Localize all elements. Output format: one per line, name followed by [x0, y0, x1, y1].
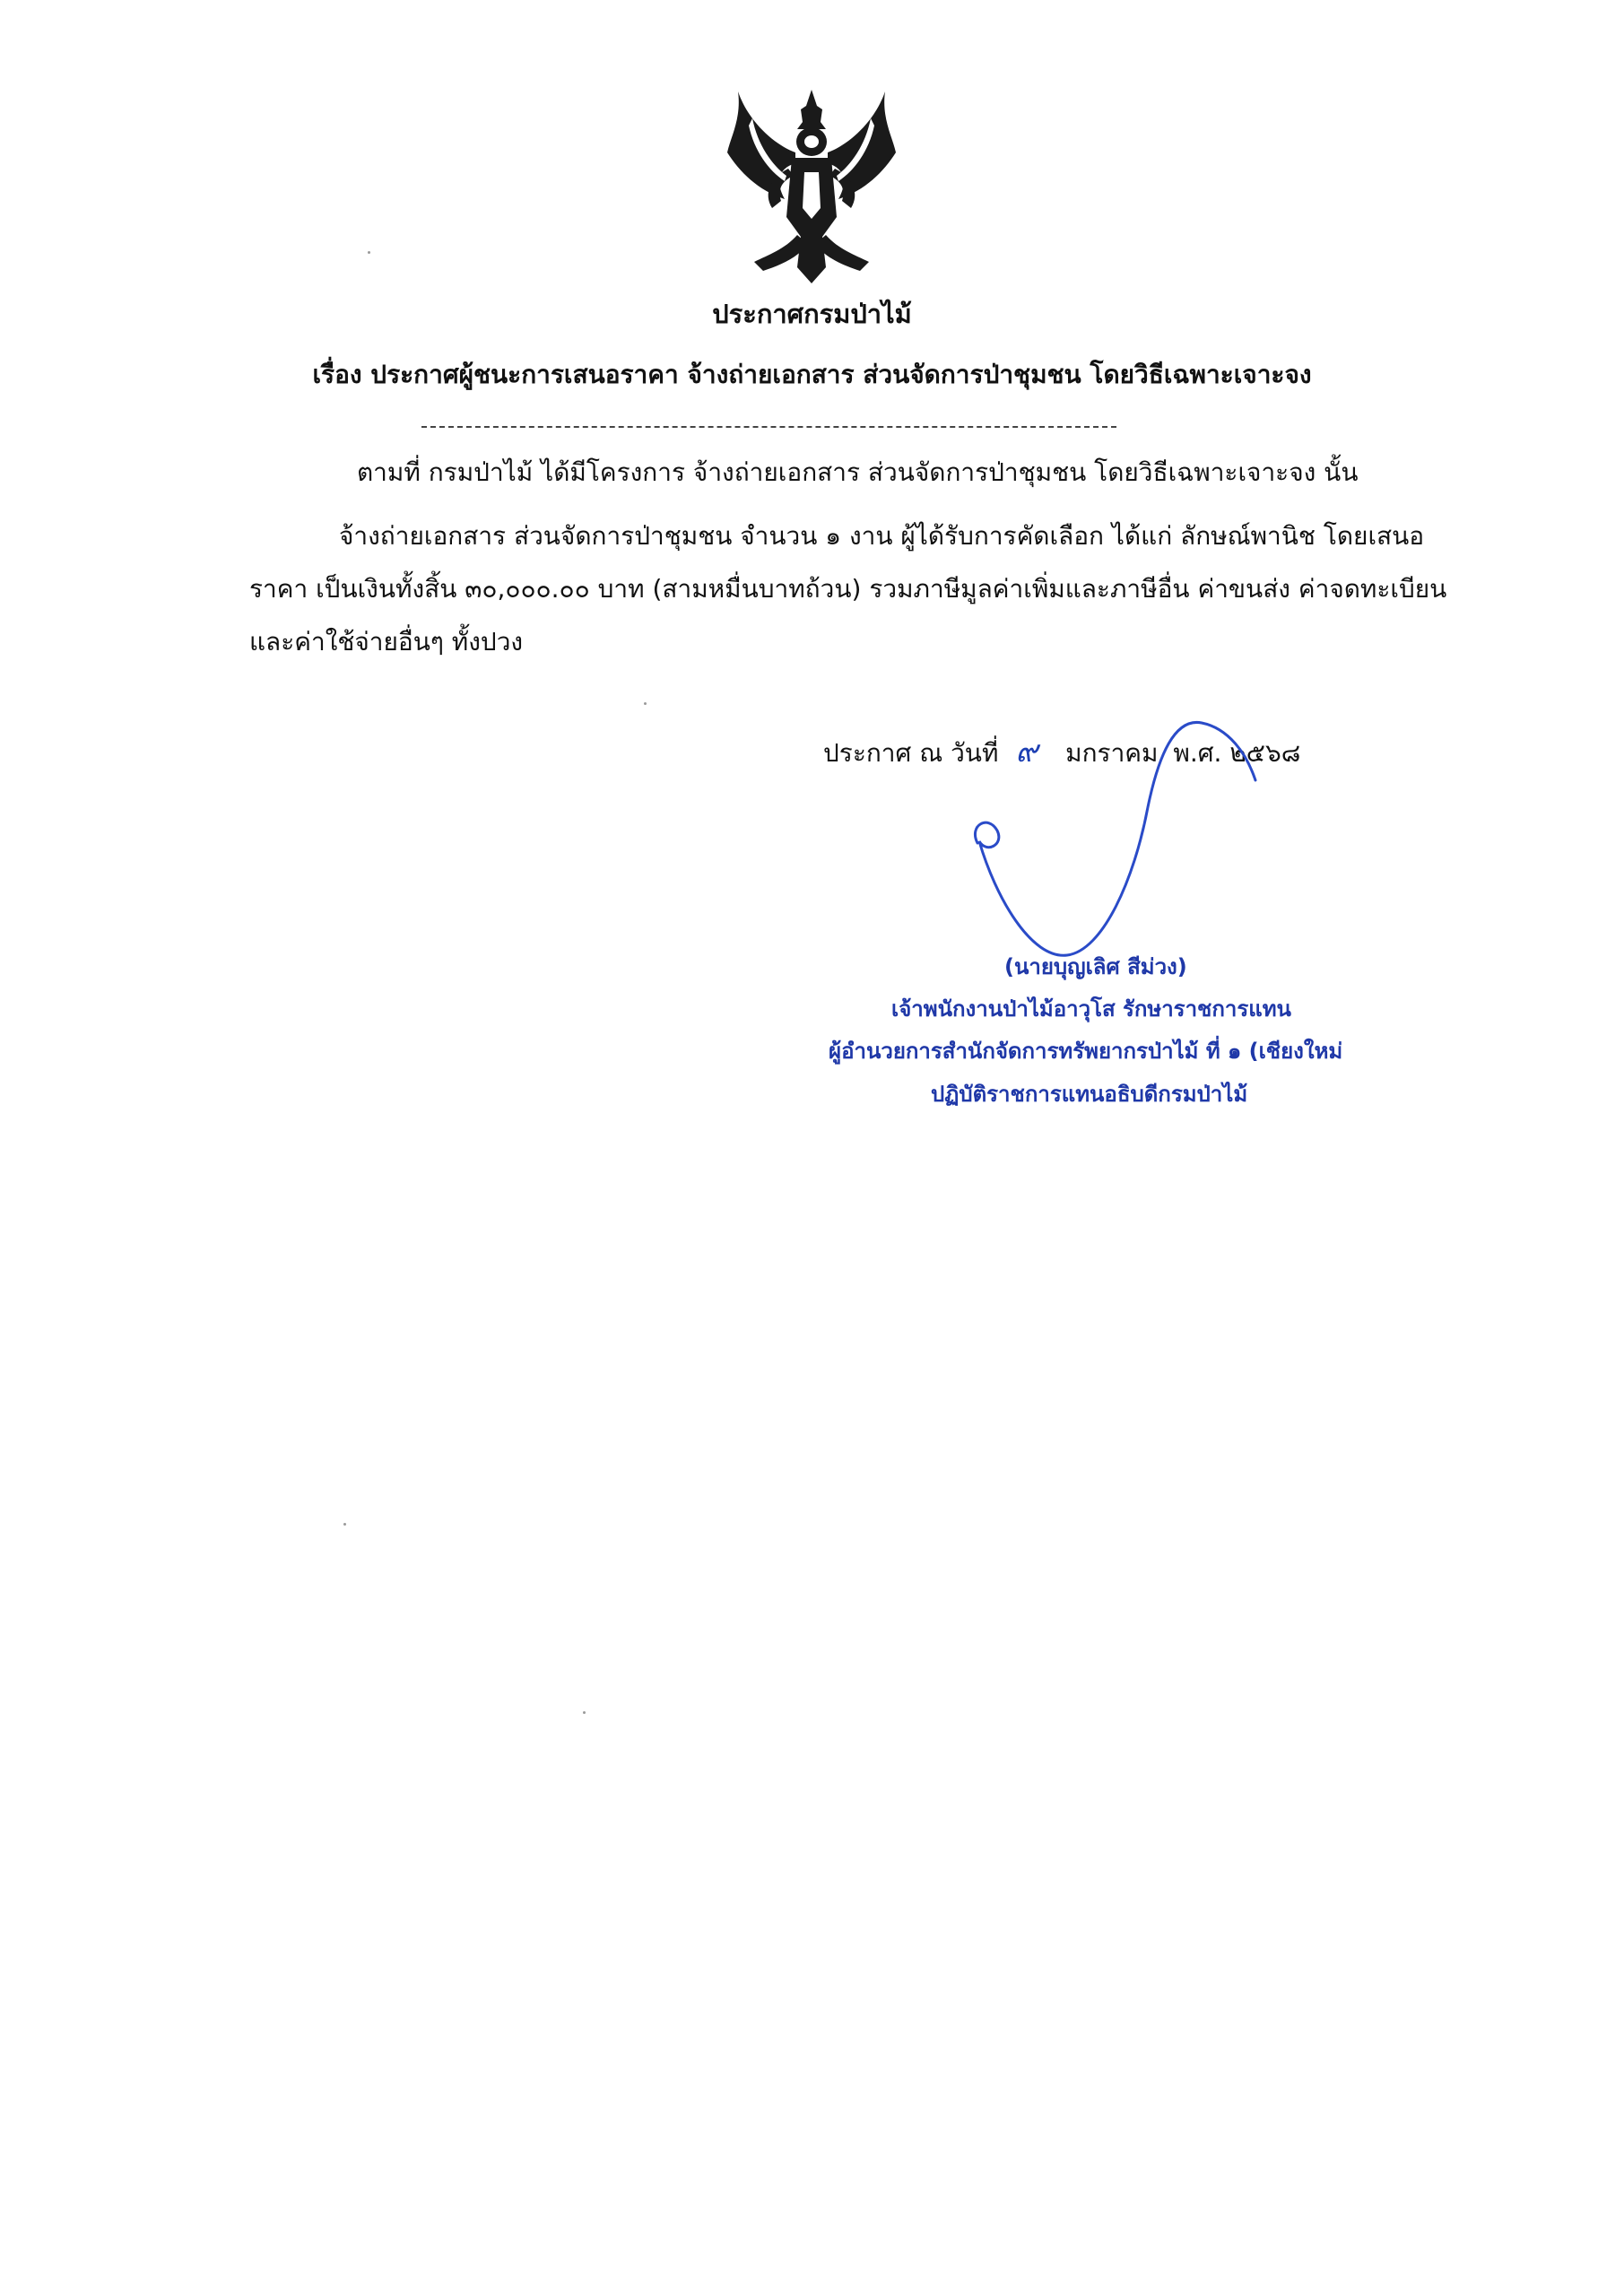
scan-speck	[583, 1711, 586, 1714]
title-divider	[421, 426, 1116, 428]
signer-name: (นายบุญเลิศ สีม่วง)	[1004, 954, 1187, 979]
announcement-subject: เรื่อง ประกาศผู้ชนะการเสนอราคา จ้างถ่ายเอกสาร ส่วนจัดการป่าชุมชน โดยวิธีเฉพาะเจาะจง	[312, 360, 1312, 389]
handwritten-signature	[933, 700, 1291, 987]
date-day-handwritten: ๙	[1015, 734, 1038, 770]
garuda-emblem-icon	[722, 83, 901, 289]
body-line: และค่าใช้จ่ายอื่นๆ ทั้งปวง	[249, 627, 524, 657]
announcement-title: ประกาศกรมป่าไม้	[712, 299, 912, 329]
signer-position: ปฏิบัติราชการแทนอธิบดีกรมป่าไม้	[931, 1082, 1248, 1107]
scan-speck	[343, 1523, 346, 1526]
body-line: ตามที่ กรมป่าไม้ ได้มีโครงการ จ้างถ่ายเอกสาร ส่วนจัดการป่าชุมชน โดยวิธีเฉพาะเจาะจง นั้น	[357, 457, 1359, 487]
date-year: พ.ศ. ๒๕๖๘	[1173, 738, 1301, 768]
date-month: มกราคม	[1065, 738, 1159, 768]
scan-speck	[644, 702, 647, 705]
scan-speck	[368, 251, 370, 254]
signer-position: ผู้อำนวยการสำนักจัดการทรัพยากรป่าไม้ ที่ ๑ (เชียงใหม่	[829, 1039, 1343, 1064]
date-prefix: ประกาศ ณ วันที่	[823, 738, 999, 768]
body-line: จ้างถ่ายเอกสาร ส่วนจัดการป่าชุมชน จำนวน ๑ งาน ผู้ได้รับการคัดเลือก ได้แก่ ลักษณ์พานิช โดยเสนอ	[339, 521, 1425, 551]
body-line: ราคา เป็นเงินทั้งสิ้น ๓๐,๐๐๐.๐๐ บาท (สามหมื่นบาทถ้วน) รวมภาษีมูลค่าเพิ่มและภาษีอื่น ค่าขนส่ง ค่าจดทะเบียน	[249, 574, 1447, 604]
signer-position: เจ้าพนักงานป่าไม้อาวุโส รักษาราชการแทน	[891, 996, 1291, 1022]
